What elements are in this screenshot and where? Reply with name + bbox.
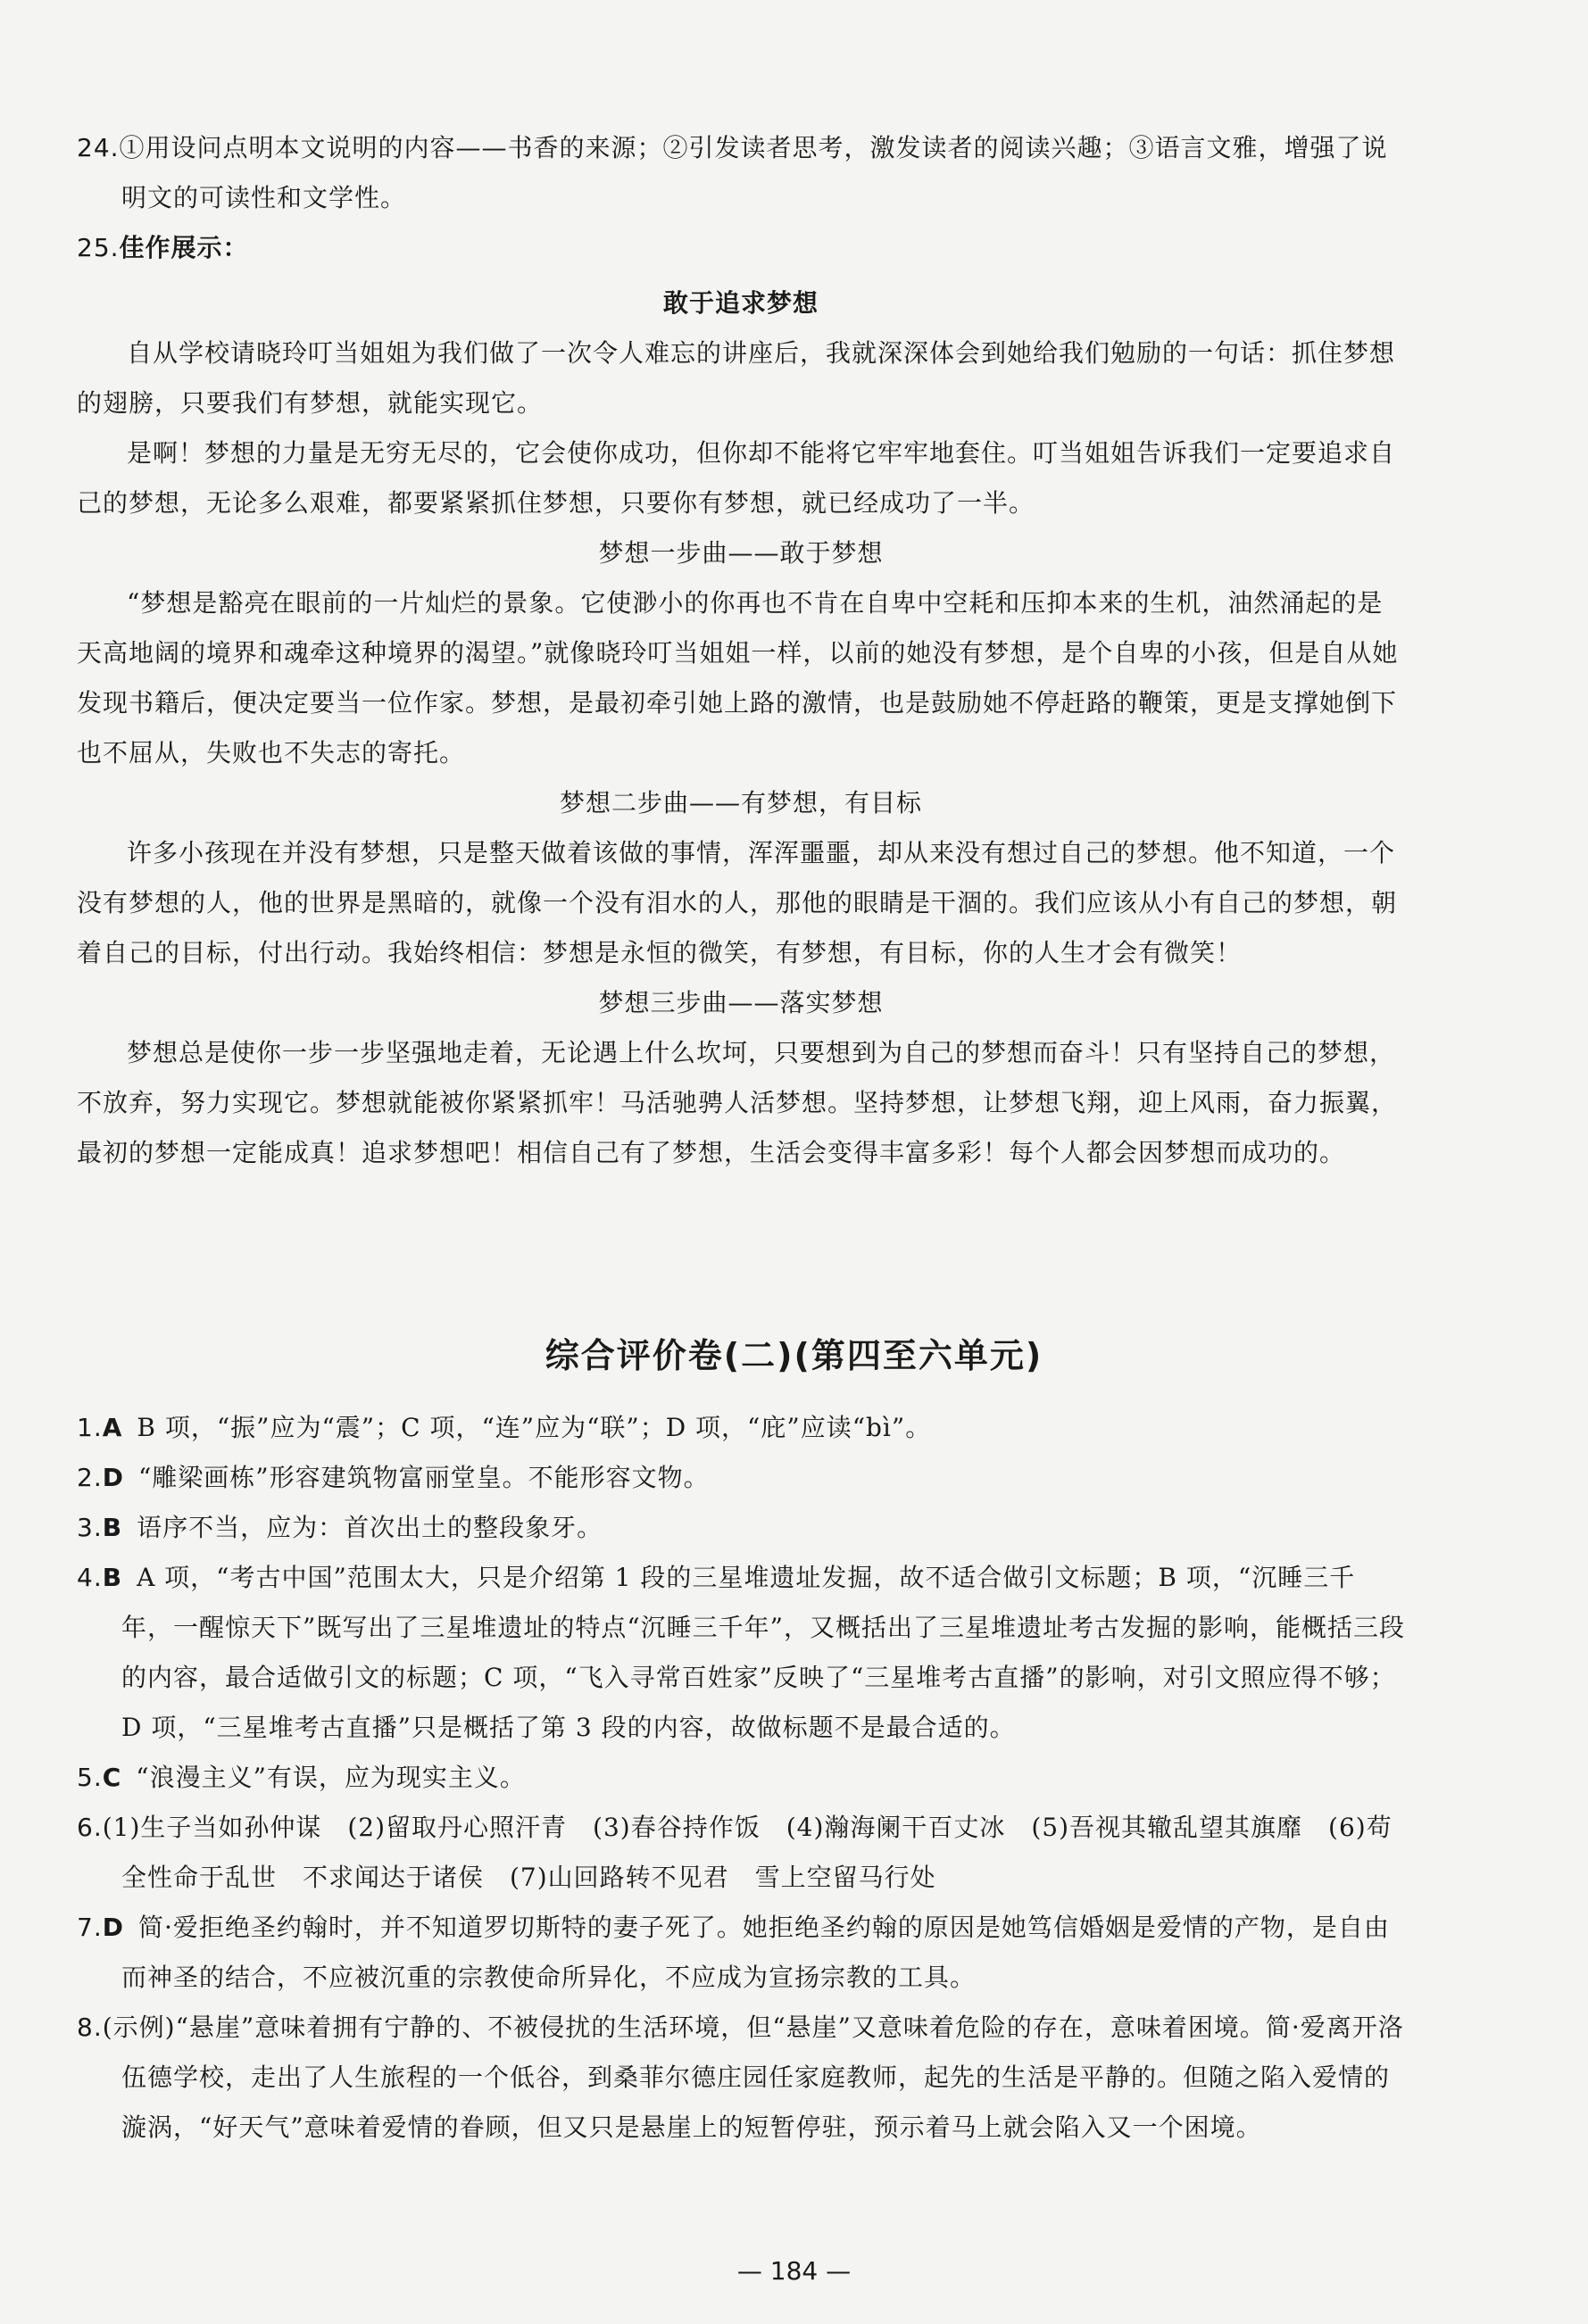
answer-text: B 项，“振”应为“震”；C 项，“连”应为“联”；D 项，“庇”应读“bì”。 xyxy=(137,1413,932,1442)
answer-text: ①用设问点明本文说明的内容——书香的来源；②引发读者思考，激发读者的阅读兴趣；③语言文雅，增强了说明文的可读性和文学性。 xyxy=(119,133,1388,212)
answer-letter: B xyxy=(102,1513,123,1542)
section-title: 综合评价卷(二)(第四至六单元) xyxy=(545,1336,1043,1375)
answer-text: “浪漫主义”有误，应为现实主义。 xyxy=(136,1763,526,1792)
answer-number: 24. xyxy=(77,133,120,162)
answer-item xyxy=(77,2003,1405,2153)
essay-subtitle: 梦想一步曲——敢于梦想 xyxy=(598,538,884,568)
answer-letter: A xyxy=(102,1413,123,1442)
essay xyxy=(77,278,1405,1178)
answer-number: 3. xyxy=(77,1513,103,1542)
answer-item xyxy=(77,1753,1405,1803)
answer-letter: D xyxy=(102,1913,124,1942)
answer-item xyxy=(77,1503,1405,1553)
answer-25 xyxy=(77,223,1405,273)
essay-paragraph: 是啊！梦想的力量是无穷无尽的，它会使你成功，但你却不能将它牢牢地套住。叮当姐姐告诉我们一定要追求自己的梦想，无论多么艰难，都要紧紧抓住梦想，只要你有梦想，就已经成功了一半。 xyxy=(77,438,1396,518)
answer-letter: C xyxy=(102,1763,122,1792)
page-number: — 184 — xyxy=(736,2256,852,2286)
answer-24 xyxy=(77,123,1405,223)
answer-number: 2. xyxy=(77,1463,103,1492)
answer-number: 8. xyxy=(77,2013,103,2042)
answer-number: 6. xyxy=(77,1813,103,1842)
answer-label: 佳作展示： xyxy=(119,233,249,262)
answer-text: 语序不当，应为：首次出土的整段象牙。 xyxy=(137,1513,603,1542)
answer-text: 简·爱拒绝圣约翰时，并不知道罗切斯特的妻子死了。她拒绝圣约翰的原因是她笃信婚姻是爱情的产物，是自由而神圣的结合，不应被沉重的宗教使命所异化，不应成为宣扬宗教的工具。 xyxy=(121,1913,1390,1992)
answer-list xyxy=(77,1403,1405,2153)
answer-item xyxy=(77,1453,1405,1503)
answer-item xyxy=(77,1903,1405,2003)
answer-letter: B xyxy=(102,1563,123,1592)
essay-title: 敢于追求梦想 xyxy=(662,288,819,318)
answer-number: 5. xyxy=(77,1763,103,1792)
answer-number: 7. xyxy=(77,1913,103,1942)
answer-item xyxy=(77,1803,1405,1903)
answer-text: “雕梁画栋”形容建筑物富丽堂皇。不能形容文物。 xyxy=(137,1463,710,1492)
essay-paragraph: “梦想是豁亮在眼前的一片灿烂的景象。它使渺小的你再也不肯在自卑中空耗和压抑本来的生机，油然涌起的是天高地阔的境界和魂牵这种境界的渴望。”就像晓玲叮当姐姐一样，以前的她没有梦想，是个自卑的小孩，但是自从她发现书籍后，便决定要当一位作家。梦想，是最初牵引她上路的激情，也是鼓励她不停赶路的鞭策，更是支撑她倒下也不屈从，失败也不失志的寄托。 xyxy=(77,588,1399,768)
essay-paragraph: 梦想总是使你一步一步坚强地走着，无论遇上什么坎坷，只要想到为自己的梦想而奋斗！只有坚持自己的梦想，不放弃，努力实现它。梦想就能被你紧紧抓牢！马活驰骋人活梦想。坚持梦想，让梦想飞翔，迎上风雨，奋力振翼，最初的梦想一定能成真！追求梦想吧！相信自己有了梦想，生活会变得丰富多彩！每个人都会因梦想而成功的。 xyxy=(77,1038,1398,1167)
essay-paragraph: 许多小孩现在并没有梦想，只是整天做着该做的事情，浑浑噩噩，却从来没有想过自己的梦想。他不知道，一个没有梦想的人，他的世界是黑暗的，就像一个没有泪水的人，那他的眼睛是干涸的。我们应该从小有自己的梦想，朝着自己的目标，付出行动。我始终相信：梦想是永恒的微笑，有梦想，有目标，你的人生才会有微笑！ xyxy=(77,838,1398,967)
essay-paragraph: 自从学校请晓玲叮当姐姐为我们做了一次令人难忘的讲座后，我就深深体会到她给我们勉励的一句话：抓住梦想的翅膀，只要我们有梦想，就能实现它。 xyxy=(77,338,1396,418)
answer-text: (示例)“悬崖”意味着拥有宁静的、不被侵扰的生活环境，但“悬崖”又意味着危险的存在，意味着困境。简·爱离开洛伍德学校，走出了人生旅程的一个低谷，到桑菲尔德庄园任家庭教师，起先的生活是平静的。但随之陷入爱情的漩涡，“好天气”意味着爱情的眷顾，但又只是悬崖上的短暂停驻，预示着马上就会陷入又一个困境。 xyxy=(102,2013,1404,2142)
answer-letter: D xyxy=(102,1463,124,1492)
answer-number: 1. xyxy=(77,1413,103,1442)
answer-text: (1)生子当如孙仲谋 (2)留取丹心照汗青 (3)春谷持作饭 (4)瀚海阑干百丈冰 (5)吾视其辙乱望其旗靡 (6)苟全性命于乱世 不求闻达于诸侯 (7)山回路转不见君 雪上空留马行处 xyxy=(102,1813,1393,1892)
essay-subtitle: 梦想二步曲——有梦想，有目标 xyxy=(559,788,922,818)
answer-text: A 项，“考古中国”范围太大，只是介绍第 1 段的三星堆遗址发掘，故不适合做引文标题；B 项，“沉睡三千年，一醒惊天下”既写出了三星堆遗址的特点“沉睡三千年”，又概括出了三星堆遗址考古发掘的影响，能概括三段的内容，最合适做引文的标题；C 项，“飞入寻常百姓家”反映了“三星堆考古直播”的影响，对引文照应得不够；D 项，“三星堆考古直播”只是概括了第 3 段的内容，故做标题不是最合适的。 xyxy=(121,1563,1405,1742)
answer-number: 25. xyxy=(77,233,120,262)
answer-item xyxy=(77,1553,1405,1753)
answer-number: 4. xyxy=(77,1563,103,1592)
essay-subtitle: 梦想三步曲——落实梦想 xyxy=(598,988,884,1017)
answer-item xyxy=(77,1403,1405,1453)
